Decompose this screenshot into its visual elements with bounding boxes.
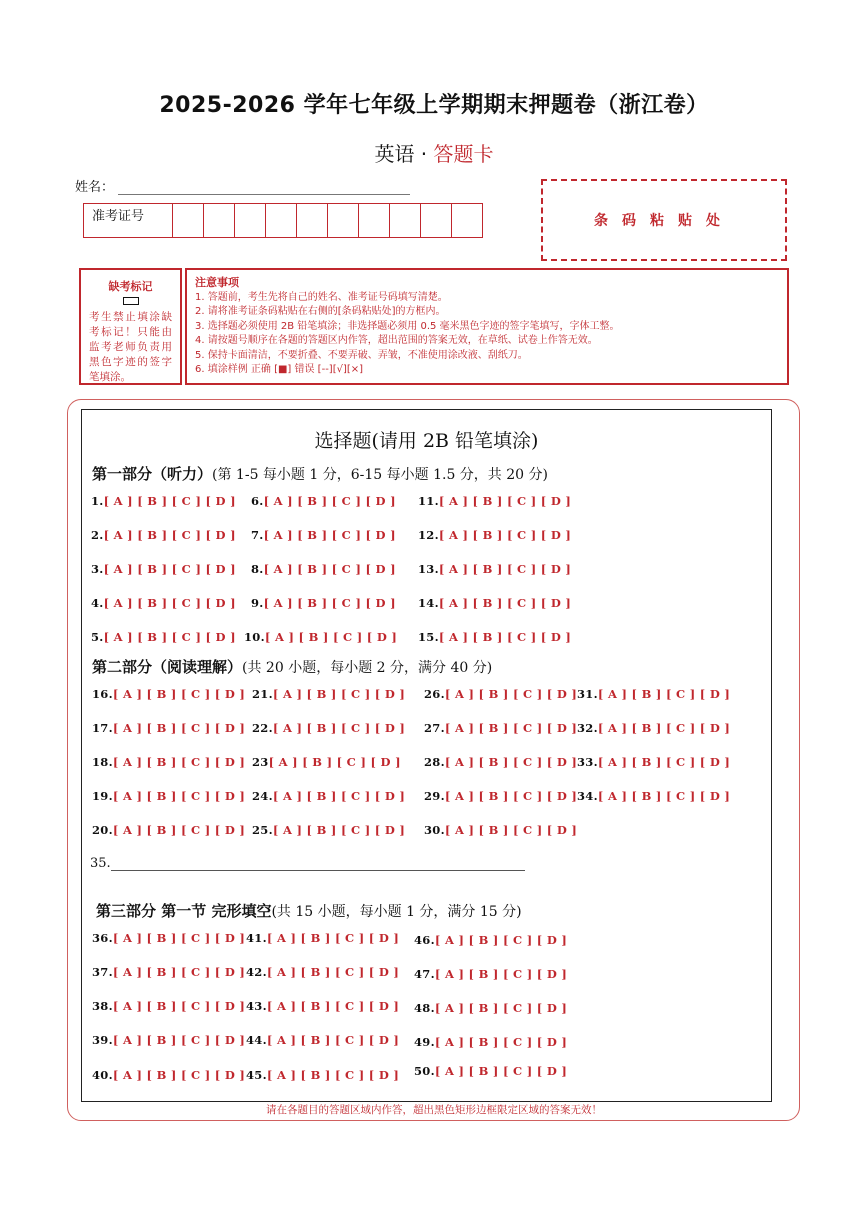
question-row[interactable]: 5.[ A ] [ B ] [ C ] [ D ] xyxy=(91,630,236,644)
exam-id-cell[interactable] xyxy=(266,204,297,237)
question-row[interactable]: 18.[ A ] [ B ] [ C ] [ D ] xyxy=(92,755,246,769)
barcode-label: 条码粘贴处 xyxy=(594,213,734,229)
question-row[interactable]: 32.[ A ] [ B ] [ C ] [ D ] xyxy=(577,721,731,735)
subject-separator: · xyxy=(414,142,434,166)
question-row[interactable]: 14.[ A ] [ B ] [ C ] [ D ] xyxy=(418,596,572,610)
question-row[interactable]: 36.[ A ] [ B ] [ C ] [ D ] xyxy=(92,931,246,945)
notice-item: 1. 答题前，考生先将自己的姓名、准考证号码填写清楚。 xyxy=(195,291,448,303)
question-row[interactable]: 9.[ A ] [ B ] [ C ] [ D ] xyxy=(251,596,396,610)
question-row[interactable]: 27.[ A ] [ B ] [ C ] [ D ] xyxy=(424,721,578,735)
question-35-number: 35. xyxy=(90,856,111,871)
notice-item: 5. 保持卡面清洁，不要折叠、不要弄破、弄皱，不准使用涂改液、刮纸刀。 xyxy=(195,349,528,361)
absent-mark-checkbox[interactable] xyxy=(123,297,139,305)
question-row[interactable]: 4.[ A ] [ B ] [ C ] [ D ] xyxy=(91,596,236,610)
notice-item: 4. 请按题号顺序在各题的答题区内作答，超出范围的答案无效，在草纸、试卷上作答无效。 xyxy=(195,335,598,346)
question-row[interactable]: 47.[ A ] [ B ] [ C ] [ D ] xyxy=(414,967,568,981)
question-row[interactable]: 10.[ A ] [ B ] [ C ] [ D ] xyxy=(244,630,398,644)
footer-warning: 请在各题目的答题区域内作答，超出黑色矩形边框限定区域的答案无效！ xyxy=(266,1104,602,1116)
exam-id-cell[interactable] xyxy=(359,204,390,237)
question-row[interactable]: 13.[ A ] [ B ] [ C ] [ D ] xyxy=(418,562,572,576)
notice-item: 6. 填涂样例 正确 [■] 错误 [--][√][×] xyxy=(195,364,364,375)
question-row[interactable]: 42.[ A ] [ B ] [ C ] [ D ] xyxy=(246,965,400,979)
question-row[interactable]: 20.[ A ] [ B ] [ C ] [ D ] xyxy=(92,823,246,837)
question-row[interactable]: 26.[ A ] [ B ] [ C ] [ D ] xyxy=(424,687,578,701)
subject-label: 英语 xyxy=(374,142,415,166)
name-line[interactable] xyxy=(118,182,410,195)
exam-id-cell[interactable] xyxy=(328,204,359,237)
absent-mark-title: 缺考标记 xyxy=(108,280,153,293)
card-label: 答题卡 xyxy=(433,142,494,166)
question-row[interactable]: 25.[ A ] [ B ] [ C ] [ D ] xyxy=(252,823,406,837)
question-row[interactable]: 17.[ A ] [ B ] [ C ] [ D ] xyxy=(92,721,246,735)
part3-heading xyxy=(96,900,522,921)
question-row[interactable]: 22.[ A ] [ B ] [ C ] [ D ] xyxy=(252,721,406,735)
name-field[interactable] xyxy=(75,176,410,195)
question-row[interactable]: 30.[ A ] [ B ] [ C ] [ D ] xyxy=(424,823,578,837)
question-row[interactable]: 48.[ A ] [ B ] [ C ] [ D ] xyxy=(414,1001,568,1015)
absent-mark-box xyxy=(79,268,182,385)
question-row[interactable]: 6.[ A ] [ B ] [ C ] [ D ] xyxy=(251,494,396,508)
question-row[interactable]: 15.[ A ] [ B ] [ C ] [ D ] xyxy=(418,630,572,644)
question-row[interactable]: 49.[ A ] [ B ] [ C ] [ D ] xyxy=(414,1035,568,1049)
exam-id-cell[interactable] xyxy=(421,204,452,237)
name-label: 姓名： xyxy=(75,180,115,195)
question-35-answer-line[interactable] xyxy=(111,856,525,871)
part2-title: 第二部分（阅读理解） xyxy=(92,658,243,676)
notice-item: 3. 选择题必须使用 2B 铅笔填涂；非选择题必须用 0.5 毫米黑色字迹的签字笔填写，字体工整。 xyxy=(195,320,620,332)
exam-id-cell[interactable] xyxy=(390,204,421,237)
subject-line xyxy=(0,138,868,167)
notice-box xyxy=(185,268,789,385)
exam-id-cell[interactable] xyxy=(204,204,235,237)
question-row[interactable]: 43.[ A ] [ B ] [ C ] [ D ] xyxy=(246,999,400,1013)
question-row[interactable]: 19.[ A ] [ B ] [ C ] [ D ] xyxy=(92,789,246,803)
question-row[interactable]: 38.[ A ] [ B ] [ C ] [ D ] xyxy=(92,999,246,1013)
question-row[interactable]: 44.[ A ] [ B ] [ C ] [ D ] xyxy=(246,1033,400,1047)
exam-id-cell[interactable] xyxy=(173,204,204,237)
question-row[interactable]: 34.[ A ] [ B ] [ C ] [ D ] xyxy=(577,789,731,803)
question-row[interactable]: 1.[ A ] [ B ] [ C ] [ D ] xyxy=(91,494,236,508)
choice-section-title: 选择题(请用 2B 铅笔填涂) xyxy=(314,430,539,452)
part1-heading xyxy=(92,463,548,484)
question-row[interactable]: 7.[ A ] [ B ] [ C ] [ D ] xyxy=(251,528,396,542)
question-row[interactable]: 37.[ A ] [ B ] [ C ] [ D ] xyxy=(92,965,246,979)
question-row[interactable]: 21.[ A ] [ B ] [ C ] [ D ] xyxy=(252,687,406,701)
absent-mark-text: 考生禁止填涂缺考标记！只能由监考老师负责用黑色字迹的签字笔填涂。 xyxy=(89,311,172,383)
part1-title: 第一部分（听力） xyxy=(92,465,213,483)
question-row[interactable]: 24.[ A ] [ B ] [ C ] [ D ] xyxy=(252,789,406,803)
notice-item: 2. 请将准考证条码粘贴在右侧的[条码粘贴处]的方框内。 xyxy=(195,306,446,317)
question-row[interactable]: 46.[ A ] [ B ] [ C ] [ D ] xyxy=(414,933,568,947)
part3-desc: (共 15 小题，每小题 1 分，满分 15 分) xyxy=(271,904,522,920)
question-row[interactable]: 23[ A ] [ B ] [ C ] [ D ] xyxy=(252,755,401,769)
question-row[interactable]: 40.[ A ] [ B ] [ C ] [ D ] xyxy=(92,1068,246,1082)
question-row[interactable]: 16.[ A ] [ B ] [ C ] [ D ] xyxy=(92,687,246,701)
question-35-line[interactable] xyxy=(90,856,525,871)
exam-id-cell[interactable] xyxy=(452,204,482,237)
page-title: 2025-2026 学年七年级上学期期末押题卷（浙江卷） xyxy=(159,93,709,118)
part2-desc: (共 20 小题，每小题 2 分，满分 40 分) xyxy=(242,660,493,676)
part2-heading xyxy=(92,656,492,677)
barcode-area xyxy=(541,179,787,261)
question-row[interactable]: 3.[ A ] [ B ] [ C ] [ D ] xyxy=(91,562,236,576)
exam-id-label: 准考证号 xyxy=(84,204,173,237)
question-row[interactable]: 31.[ A ] [ B ] [ C ] [ D ] xyxy=(577,687,731,701)
question-row[interactable]: 45.[ A ] [ B ] [ C ] [ D ] xyxy=(246,1068,400,1082)
question-row[interactable]: 11.[ A ] [ B ] [ C ] [ D ] xyxy=(418,494,572,508)
part1-desc: (第 1-5 每小题 1 分，6-15 每小题 1.5 分，共 20 分) xyxy=(212,467,548,483)
notice-title: 注意事项 xyxy=(195,276,239,289)
exam-id-grid[interactable] xyxy=(83,203,483,238)
exam-id-cell[interactable] xyxy=(297,204,328,237)
exam-id-cell[interactable] xyxy=(235,204,266,237)
question-row[interactable]: 2.[ A ] [ B ] [ C ] [ D ] xyxy=(91,528,236,542)
part3-title: 第三部分 第一节 完形填空 xyxy=(96,902,272,920)
question-row[interactable]: 8.[ A ] [ B ] [ C ] [ D ] xyxy=(251,562,396,576)
question-row[interactable]: 28.[ A ] [ B ] [ C ] [ D ] xyxy=(424,755,578,769)
question-row[interactable]: 50.[ A ] [ B ] [ C ] [ D ] xyxy=(414,1064,568,1078)
question-row[interactable]: 12.[ A ] [ B ] [ C ] [ D ] xyxy=(418,528,572,542)
question-row[interactable]: 39.[ A ] [ B ] [ C ] [ D ] xyxy=(92,1033,246,1047)
question-row[interactable]: 29.[ A ] [ B ] [ C ] [ D ] xyxy=(424,789,578,803)
question-row[interactable]: 41.[ A ] [ B ] [ C ] [ D ] xyxy=(246,931,400,945)
question-row[interactable]: 33.[ A ] [ B ] [ C ] [ D ] xyxy=(577,755,731,769)
